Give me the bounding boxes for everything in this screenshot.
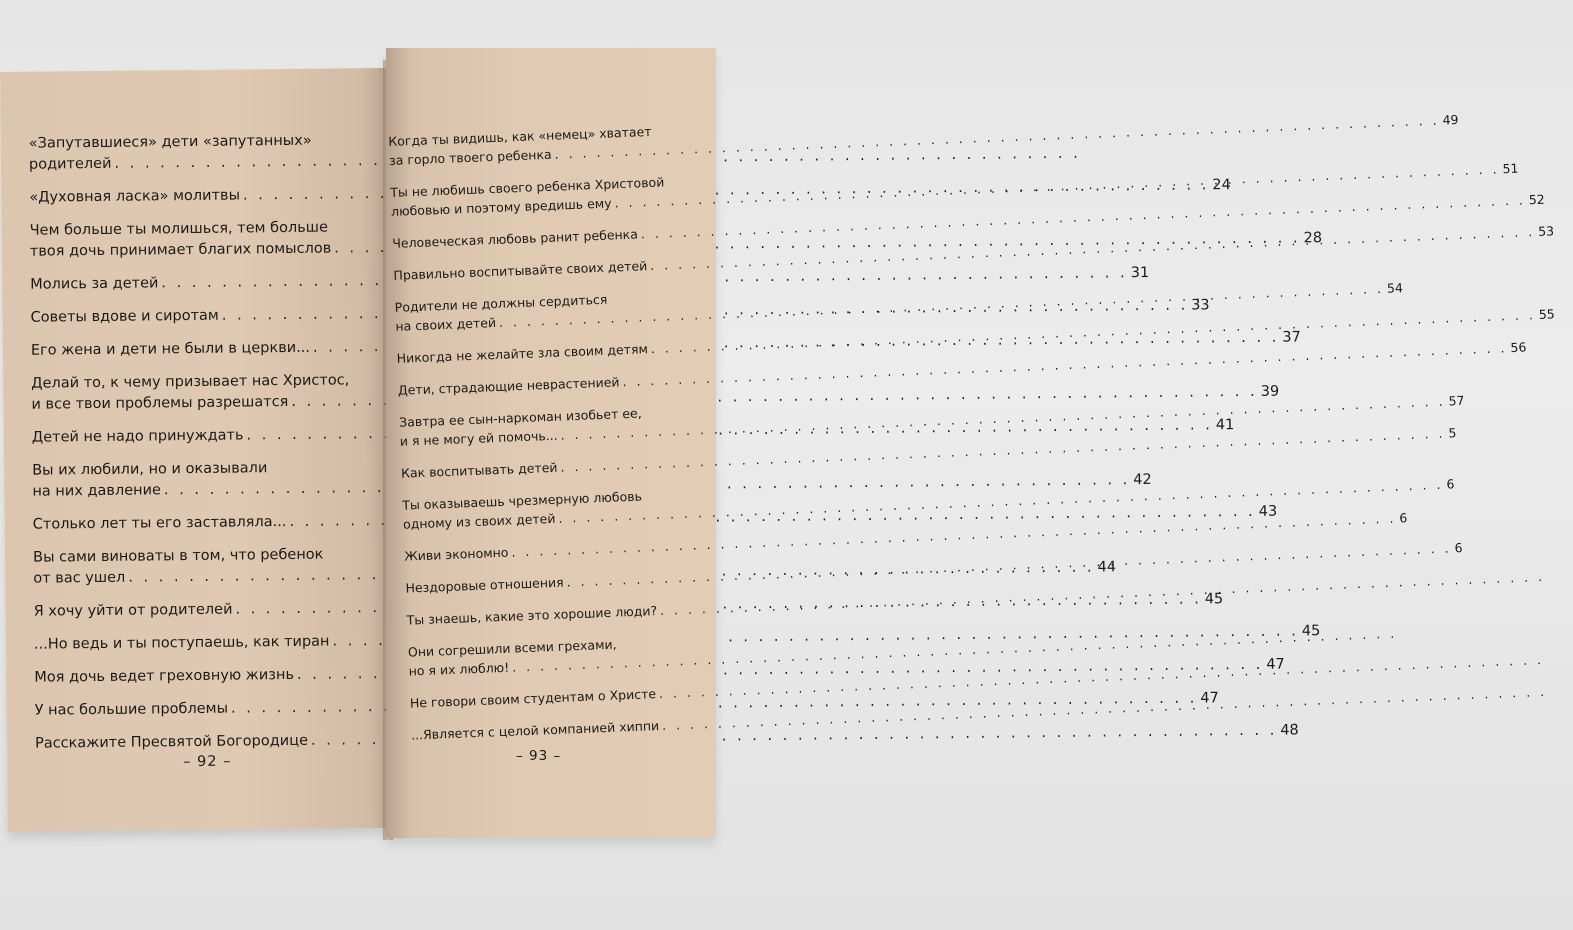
toc-entry-page: 49: [1442, 111, 1459, 128]
toc-entry-title: Когда ты видишь, как «немец» хватает: [388, 123, 652, 149]
toc-entry-page: 42: [1133, 471, 1152, 489]
toc-entry-title: твоя дочь принимает благих помыслов: [29, 240, 332, 260]
toc-entry-title: Никогда не желайте зла своим детям: [396, 341, 649, 366]
page-number-left: – 92 –: [183, 753, 232, 771]
toc-entry-title: Не говори своим студентам о Христе: [409, 686, 657, 711]
toc-entry-title: Я хочу уйти от родителей: [33, 601, 233, 620]
toc-entry-title: ...Является с целой компанией хиппи: [410, 718, 660, 743]
toc-entry-page: 52: [1528, 191, 1545, 208]
toc-entry-title: Живи экономно: [404, 544, 509, 564]
toc-entry: [406, 598, 746, 630]
toc-entry-page: 54: [1386, 280, 1404, 296]
toc-entry-title: Завтра ее сын-наркоман изобьет ее,: [398, 405, 642, 430]
toc-entry-page: 48: [1280, 722, 1299, 739]
toc-entry-title: Как воспитывать детей: [400, 459, 558, 481]
toc-entry-page: 5: [1448, 425, 1457, 441]
toc-entry-page: 6: [1399, 510, 1408, 526]
toc-entry-page: 51: [1502, 160, 1519, 177]
toc-entry-page: 31: [1130, 264, 1150, 282]
toc-entry-page: 39: [1260, 383, 1280, 400]
toc-entry-page: 24: [1212, 177, 1231, 194]
toc-entry-line: [410, 681, 750, 713]
toc-entry: [408, 630, 749, 681]
toc-entry-title: Ты не любишь своего ребенка Христовой: [390, 174, 665, 200]
toc-entry-page: 33: [1191, 297, 1210, 314]
toc-entry-page: 45: [1204, 591, 1224, 608]
toc-entry-title: но я их люблю!: [408, 659, 510, 679]
toc-entry-title: родителей: [28, 155, 112, 173]
toc-entry-page: 56: [1510, 339, 1527, 356]
page-number-right: – 93 –: [516, 748, 562, 764]
toc-entry-page: 6: [1454, 540, 1463, 556]
toc-entry-line: [406, 598, 746, 630]
toc-entry-title: Советы вдове и сиротам: [30, 307, 219, 326]
toc-entry-title: за горло твоего ребенка: [388, 146, 552, 168]
toc-entry-page: 37: [1282, 329, 1301, 346]
toc-entry: [388, 111, 1459, 170]
toc-entry: [29, 130, 359, 175]
toc-entry-title: Расскажите Пресвятой Богородице: [34, 732, 309, 752]
toc-entry: [410, 681, 750, 713]
toc-entry-page: 47: [1200, 690, 1219, 707]
toc-entry-line: [29, 151, 359, 175]
toc-entry-title: «Запутавшиеся» дети «запутанных»: [28, 132, 312, 152]
toc-entry-title: Правильно воспитывайте своих детей: [393, 258, 648, 283]
toc-entry-page: 53: [1537, 223, 1555, 239]
toc-entry-title: Детей не надо принуждать: [31, 427, 244, 446]
toc-entry-title: Нездоровые отношения: [405, 574, 564, 596]
toc-entry-title: Ты оказываешь чрезмерную любовь: [402, 488, 643, 513]
toc-entry-title: Молись за детей: [30, 275, 159, 293]
toc-entry: [411, 713, 751, 745]
toc-entry-title: Чем больше ты молишься, тем больше: [29, 219, 329, 239]
toc-entry-title: одному из своих детей: [402, 510, 556, 532]
toc-entry-page: 41: [1215, 417, 1235, 434]
toc-entry-title: Моя дочь ведет греховную жизнь: [34, 666, 295, 686]
toc-entry-page: 43: [1258, 503, 1278, 520]
toc-entry-title: У нас большие проблемы: [34, 700, 229, 719]
toc-entry-title: Дети, страдающие неврастенией: [397, 374, 620, 398]
toc-entry-title: «Духовная ласка» молитвы: [29, 187, 241, 206]
toc-entry-title: на своих детей: [395, 314, 497, 334]
toc-entry-title: и все твои проблемы разрешатся: [31, 393, 289, 413]
toc-entry-page: 45: [1301, 623, 1321, 640]
toc-entry-title: Вы сами виноваты в том, что ребенок: [33, 546, 324, 566]
toc-entry-title: и я не могу ей помочь...: [399, 427, 558, 449]
toc-entry-line: [411, 713, 751, 745]
toc-entry-page: 6: [1446, 476, 1455, 492]
toc-entry-title: на них давление: [32, 482, 162, 500]
toc-entry-title: Ты знаешь, какие это хорошие люди?: [406, 603, 658, 628]
toc-entry-page: 47: [1266, 656, 1285, 673]
toc-entry-title: Вы их любили, но и оказывали: [32, 460, 268, 479]
toc-entry-page: 44: [1097, 559, 1117, 576]
toc-entry-title: Столько лет ты его заставляла...: [32, 514, 287, 533]
toc-entry-page: 28: [1303, 230, 1323, 247]
toc-entry-page: 55: [1538, 306, 1555, 322]
toc-entry-title: от вас ушел: [33, 569, 126, 587]
toc-entry-title: Родители не должны сердиться: [394, 291, 608, 315]
toc-entry-title: Человеческая любовь ранит ребенка: [391, 226, 639, 251]
toc-entry-title: ...Но ведь и ты поступаешь, как тиран: [33, 633, 330, 653]
toc-entry-title: Делай то, к чему призывает нас Христос,: [31, 372, 350, 392]
toc-entry-title: любовью и поэтому вредишь ему: [390, 195, 612, 219]
toc-entry-page: 57: [1448, 392, 1465, 409]
toc-entry-title: Они согрешили всеми грехами,: [407, 636, 617, 660]
toc-entry-title: Его жена и дети не были в церкви...: [30, 339, 311, 359]
